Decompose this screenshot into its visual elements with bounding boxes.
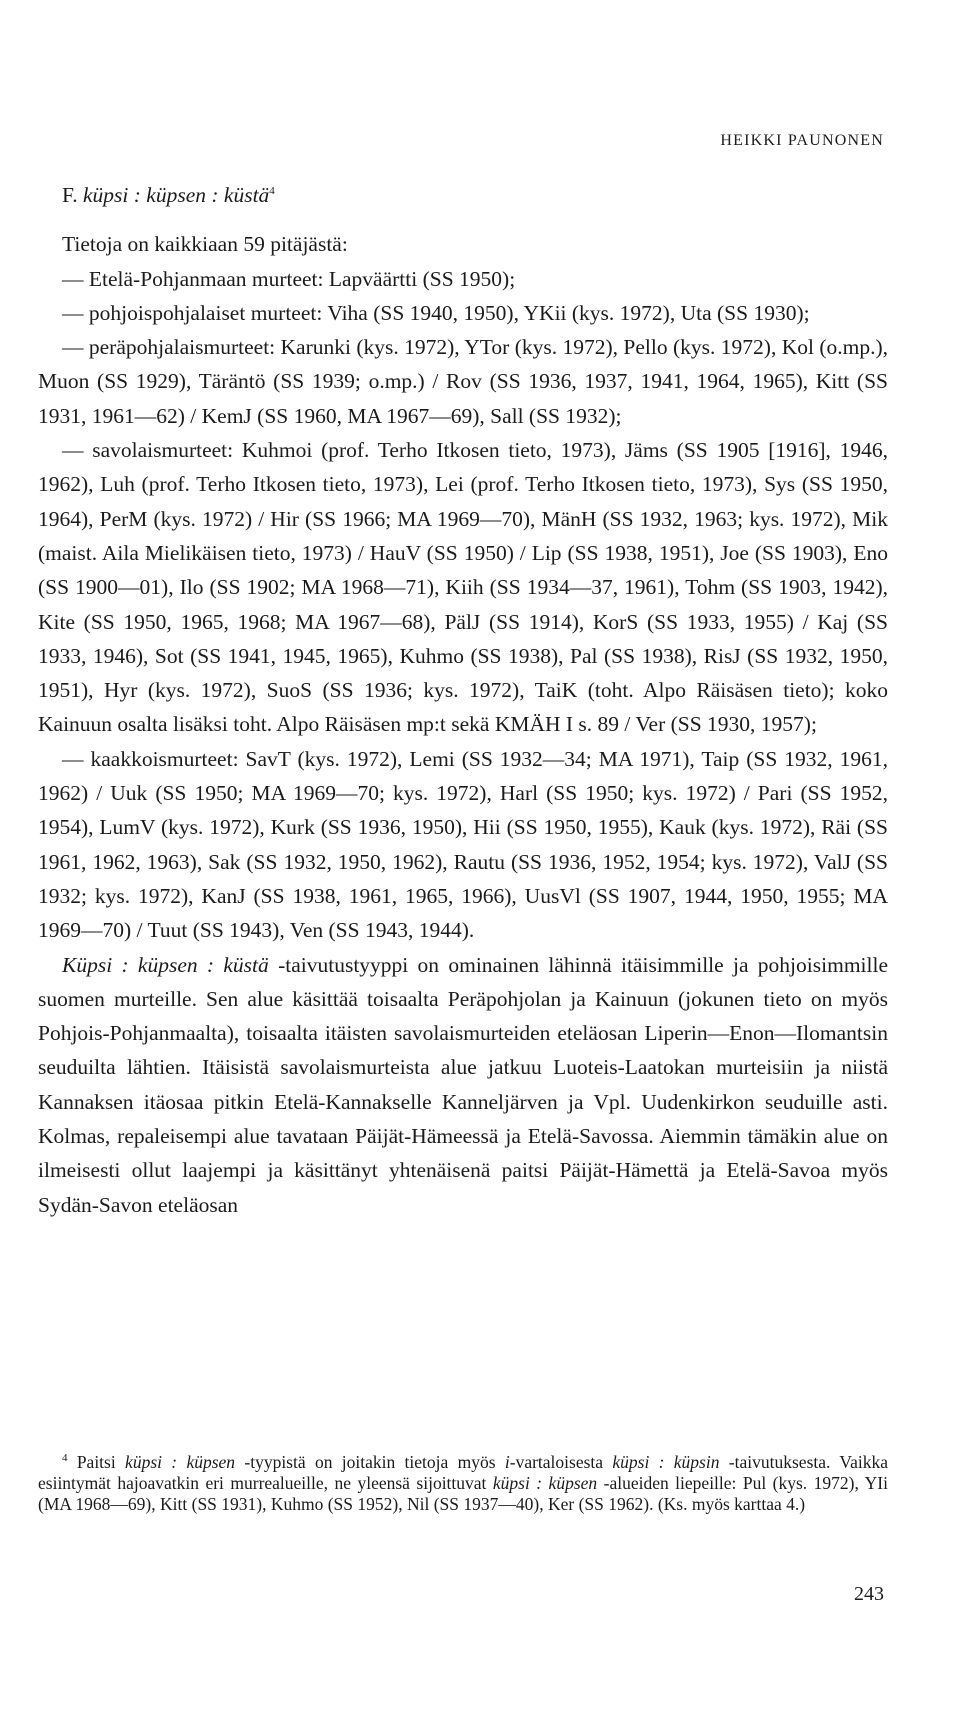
- page-number: 243: [854, 1583, 884, 1605]
- footnote-italic: küpsi : küpsen: [492, 1473, 598, 1494]
- footnote-text: -alueiden liepeille: Pul (kys. 1972), YIi (MA 1968—69), Kitt (SS 1931), Kuhmo (SS 1952), Nil (SS 1937—40), Ker (SS 1962). (Ks. myös karttaa 4.): [38, 1473, 888, 1515]
- footnote-ref: 4: [269, 184, 275, 197]
- section-letter: F.: [62, 183, 78, 207]
- paragraph-intro: Tietoja on kaikkiaan 59 pitäjästä:: [62, 232, 348, 257]
- paragraph-discussion: [38, 948, 888, 1222]
- footnote-italic: i: [504, 1452, 510, 1472]
- footnote-italic: küpsi : küpsin: [612, 1452, 720, 1472]
- paragraph-etela-pohjanmaa: — Etelä-Pohjanmaan murteet: Lapväärtti (SS 1950);: [62, 266, 516, 291]
- main-text: [38, 178, 888, 1222]
- footnote-text: -tyypistä on joitakin tietoja myös: [235, 1452, 505, 1472]
- footnote-text: Paitsi: [67, 1452, 126, 1472]
- footnote-text: -taivutuksesta. Vaikka esiintymät hajoavatkin eri murrealueille, ne yleensä sijoittuvat: [38, 1452, 888, 1494]
- running-head: HEIKKI PAUNONEN: [720, 132, 884, 149]
- paragraph-savolais: — savolaismurteet: Kuhmoi (prof. Terho Itkosen tieto, 1973), Jäms (SS 1905 [1916], 1946, 1962), Luh (prof. Terho Itkosen tieto, 1973), Lei (prof. Terho Itkosen tieto, 1973), Sys (SS 1950, 1964), PerM (kys. 1972) / Hir (SS 1966; MA 1969—70), MänH (SS 1932, 1963; kys. 1972), Mik (maist. Aila Mielikäisen tieto, 1973) / HauV (SS 1950) / Lip (SS 1938, 1951), Joe (SS 1903), Eno (SS 1900—01), Ilo (SS 1902; MA 1968—71), Kiih (SS 1934—37, 1961), Tohm (SS 1903, 1942), Kite (SS 1950, 1965, 1968; MA 1967—68), PälJ (SS 1914), KorS (SS 1933, 1955) / Kaj (SS 1933, 1946), Sot (SS 1941, 1945, 1965), Kuhmo (SS 1938), Pal (SS 1938), RisJ (SS 1932, 1950, 1951), Hyr (kys. 1972), SuoS (SS 1936; kys. 1972), TaiK (toht. Alpo Räisäsen tieto); koko Kainuun osalta lisäksi toht. Alpo Räisäsen mp:t sekä KMÄH I s. 89 / Ver (SS 1930, 1957);: [38, 438, 888, 737]
- paragraph-pohjoispohjalaiset: — pohjoispohjalaiset murteet: Viha (SS 1940, 1950), YKii (kys. 1972), Uta (SS 1930);: [62, 300, 810, 325]
- paragraph-perapohjalais: — peräpohjalaismurteet: Karunki (kys. 1972), YTor (kys. 1972), Pello (kys. 1972), Kol (o.mp.), Muon (SS 1929), Täräntö (SS 1939; o.mp.) / Rov (SS 1936, 1937, 1941, 1964, 1965), Kitt (SS 1931, 1961—62) / KemJ (SS 1960, MA 1967—69), Sall (SS 1932);: [38, 335, 888, 428]
- footnote-paragraph: [38, 1452, 888, 1516]
- section-title: küpsi : küpsen : küstä: [83, 183, 270, 207]
- footnote-mark: 4: [62, 1452, 68, 1465]
- footnote-italic: küpsi : küpsen: [125, 1452, 236, 1472]
- paragraph-kaakkois: — kaakkoismurteet: SavT (kys. 1972), Lemi (SS 1932—34; MA 1971), Taip (SS 1932, 1961, 1962) / Uuk (SS 1950; MA 1969—70; kys. 1972), Harl (SS 1950; kys. 1972) / Pari (SS 1952, 1954), LumV (kys. 1972), Kurk (SS 1936, 1950), Hii (SS 1950, 1955), Kauk (kys. 1972), Räi (SS 1961, 1962, 1963), Sak (SS 1932, 1950, 1962), Rautu (SS 1936, 1952, 1954; kys. 1972), ValJ (SS 1932; kys. 1972), KanJ (SS 1938, 1961, 1965, 1966), UusVl (SS 1907, 1944, 1950, 1955; MA 1969—70) / Tuut (SS 1943), Ven (SS 1943, 1944).: [38, 746, 888, 943]
- footnote-text: -vartaloisesta: [509, 1452, 613, 1472]
- footnote: [38, 1452, 888, 1516]
- paragraph-lead-italic: Küpsi : küpsen : küstä: [62, 952, 269, 977]
- paragraph-discussion-text: -taivutustyyppi on ominainen lähinnä itäisimmille ja pohjoisimmille suomen murteille. Sen alue käsittää toisaalta Peräpohjolan ja Kainuun (jokunen tieto on myös Pohjois-Pohjanmaalta), toisaalta itäisten savolaismurteiden eteläosan Liperin—Enon—Ilomantsin seuduilta lähtien. Itäisistä savolaismurteista alue jatkuu Luoteis-Laatokan murteisiin ja niistä Kannaksen itäosaa pitkin Etelä-Kannakselle Kanneljärven ja Vpl. Uudenkirkon seuduille asti. Kolmas, repaleisempi alue tavataan Päijät-Hämeessä ja Etelä-Savossa. Aiemmin tämäkin alue on ilmeisesti ollut laajempi ja käsittänyt yhtenäisenä paitsi Päijät-Hämettä ja Etelä-Savoa myös Sydän-Savon eteläosan: [38, 952, 888, 1217]
- section-heading: [62, 178, 888, 212]
